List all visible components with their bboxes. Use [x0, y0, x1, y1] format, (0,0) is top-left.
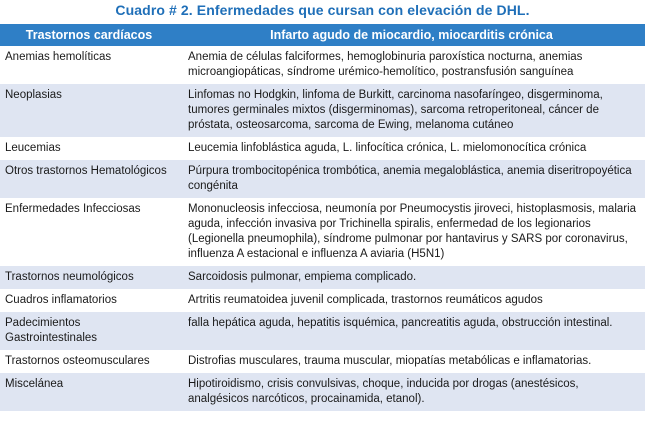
table-row	[0, 160, 645, 198]
diseases-cell: Leucemia linfoblástica aguda, L. linfocítica crónica, L. mielomonocítica crónica	[178, 137, 645, 160]
table-row	[0, 46, 645, 84]
category-cell: Enfermedades Infecciosas	[0, 198, 178, 266]
category-cell: Otros trastornos Hematológicos	[0, 160, 178, 198]
category-cell: Trastornos neumológicos	[0, 266, 178, 289]
category-cell: Trastornos osteomusculares	[0, 350, 178, 373]
table-row	[0, 84, 645, 137]
category-cell: Leucemias	[0, 137, 178, 160]
diseases-table	[0, 24, 645, 411]
diseases-cell: falla hepática aguda, hepatitis isquémica, pancreatitis aguda, obstrucción intestinal.	[178, 312, 645, 350]
table-row	[0, 373, 645, 411]
category-cell: Padecimientos Gastrointestinales	[0, 312, 178, 350]
table-row	[0, 266, 645, 289]
table-row	[0, 137, 645, 160]
table-caption: Cuadro # 2. Enfermedades que cursan con elevación de DHL.	[115, 2, 530, 18]
diseases-cell: Linfomas no Hodgkin, linfoma de Burkitt, carcinoma nasofaríngeo, disgerminoma, tumores germinales mixtos (disgerminomas), sarcoma retroperitoneal, cáncer de próstata, osteosarcoma, sarcoma de Ewing, melanoma cutáneo	[178, 84, 645, 137]
table-header-row	[0, 24, 645, 46]
header-cell-diseases: Infarto agudo de miocardio, miocarditis crónica	[178, 24, 645, 46]
category-cell: Anemias hemolíticas	[0, 46, 178, 84]
diseases-cell: Hipotiroidismo, crisis convulsivas, choque, inducida por drogas (anestésicos, analgésicos narcóticos, procainamida, etanol).	[178, 373, 645, 411]
table-row	[0, 289, 645, 312]
diseases-cell: Anemia de células falciformes, hemoglobinuria paroxística nocturna, anemias microangiopáticas, síndrome urémico-hemolítico, postransfusión sanguínea	[178, 46, 645, 84]
diseases-cell: Sarcoidosis pulmonar, empiema complicado.	[178, 266, 645, 289]
table-row	[0, 312, 645, 350]
diseases-cell: Artritis reumatoidea juvenil complicada, trastornos reumáticos agudos	[178, 289, 645, 312]
category-cell: Cuadros inflamatorios	[0, 289, 178, 312]
diseases-cell: Mononucleosis infecciosa, neumonía por Pneumocystis jiroveci, histoplasmosis, malaria aguda, infección invasiva por Trichinella spiralis, enfermedad de los legionarios (Legionella pneumophila), síndrome pulmonar por hantavirus y SARS por coronavirus, influenza A estacional e influenza A aviaria (H5N1)	[178, 198, 645, 266]
table-row	[0, 350, 645, 373]
category-cell: Neoplasias	[0, 84, 178, 137]
diseases-cell: Púrpura trombocitopénica trombótica, anemia megaloblástica, anemia diseritropoyética congénita	[178, 160, 645, 198]
category-cell: Miscelánea	[0, 373, 178, 411]
header-cell-category: Trastornos cardíacos	[0, 24, 178, 46]
table-row	[0, 198, 645, 266]
diseases-cell: Distrofias musculares, trauma muscular, miopatías metabólicas e inflamatorias.	[178, 350, 645, 373]
